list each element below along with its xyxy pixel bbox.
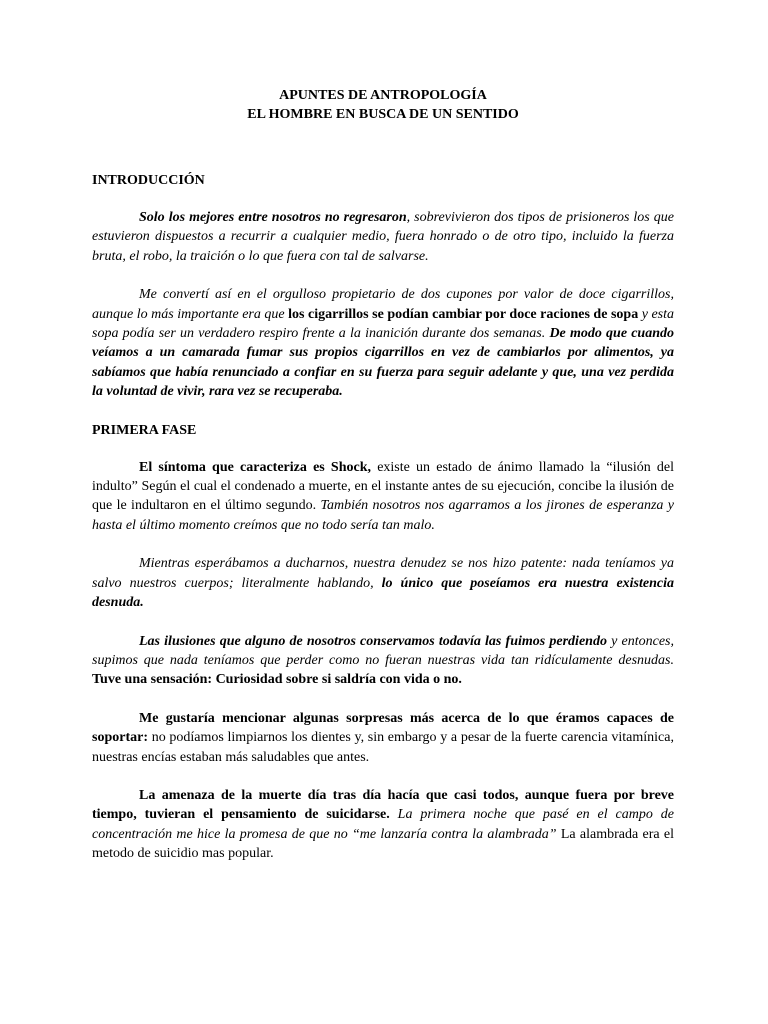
paragraph-3-text-b: También nosotros nos agarramos a los jirones de esperanza y hasta el último momento creímos que no todo sería tan malo. bbox=[92, 498, 674, 533]
document-title bbox=[92, 86, 674, 124]
paragraph-1-text: , sobrevivieron dos tipos de prisioneros los que estuvieron dispuestos a recurrir a cualquier medio, fuera honrado o de otro tipo, incluido la fuerza bruta, el robo, la traición o lo que fuera con tal de salvarse. bbox=[92, 210, 674, 264]
section-heading-primera-fase: PRIMERA FASE bbox=[92, 422, 197, 438]
paragraph-1-emphasis: Solo los mejores entre nosotros no regresaron bbox=[139, 210, 407, 225]
paragraph-4-emphasis: lo único que poseíamos era nuestra existencia desnuda. bbox=[92, 575, 674, 611]
paragraph-5-text: y entonces, supimos que nada teníamos que perder como no fueran nuestras vida tan ridículamente desnudas. bbox=[92, 633, 674, 668]
title-line-1: APUNTES DE ANTROPOLOGÍA bbox=[279, 88, 487, 103]
paragraph-2-text-a: Me convertí así en el orgulloso propietario de dos cupones por valor de doce cigarrillos, aunque lo más importante era que bbox=[92, 287, 674, 322]
paragraph-6 bbox=[92, 709, 674, 767]
paragraph-4-text: Mientras esperábamos a ducharnos, nuestra denudez se nos hizo patente: nada teníamos ya salvo nuestros cuerpos; literalmente hablando, bbox=[92, 556, 674, 591]
paragraph-7-emphasis: La amenaza de la muerte día tras día hacía que casi todos, aunque fuera por breve tiempo, tuvieran el pensamiento de suicidarse. bbox=[92, 787, 674, 823]
paragraph-3-text-a: existe un estado de ánimo llamado la “ilusión del indulto” Según el cual el condenado a muerte, en el instante antes de su ejecución, concibe la ilusión de que le indultaron en el último segundo. bbox=[92, 459, 675, 514]
paragraph-1 bbox=[92, 208, 674, 266]
paragraph-2-emphasis-a: los cigarrillos se podían cambiar por doce raciones de sopa bbox=[288, 306, 639, 322]
paragraph-2-emphasis-b: De modo que cuando veíamos a un camarada fumar sus propios cigarrillos en vez de cambiarlos por alimentos, ya sabíamos que había renunciado a confiar en su fuerza para seguir adelante y que, una vez perdida la voluntad de vivir, rara vez se recuperaba. bbox=[92, 326, 674, 400]
title-line-2: EL HOMBRE EN BUSCA DE UN SENTIDO bbox=[247, 107, 519, 122]
paragraph-5-emphasis-a: Las ilusiones que alguno de nosotros conservamos todavía las fuimos perdiendo bbox=[139, 633, 607, 649]
paragraph-3 bbox=[92, 458, 674, 536]
paragraph-3-emphasis: El síntoma que caracteriza es Shock, bbox=[139, 459, 371, 475]
document-page bbox=[92, 86, 674, 883]
paragraph-7 bbox=[92, 786, 674, 864]
paragraph-4 bbox=[92, 554, 674, 612]
paragraph-5 bbox=[92, 632, 674, 690]
paragraph-6-text: no podíamos limpiarnos los dientes y, sin embargo y a pesar de la fuerte carencia vitamínica, nuestras encías estaban más saludables que antes. bbox=[92, 730, 674, 765]
paragraph-2 bbox=[92, 285, 674, 401]
paragraph-5-emphasis-b: Tuve una sensación: Curiosidad sobre si saldría con vida o no. bbox=[92, 672, 462, 688]
paragraph-7-text-b: La alambrada era el metodo de suicidio mas popular. bbox=[92, 826, 674, 862]
paragraph-7-text-a: La primera noche que pasé en el campo de concentración me hice la promesa de que no “me lanzaría contra la alambrada” bbox=[92, 807, 674, 842]
paragraph-6-emphasis: Me gustaría mencionar algunas sorpresas más acerca de lo que éramos capaces de soportar: bbox=[92, 710, 674, 746]
paragraph-2-text-b: y esta sopa podía ser un verdadero respiro frente a la inanición durante dos semanas. bbox=[92, 306, 675, 342]
section-heading-introduccion: INTRODUCCIÓN bbox=[92, 173, 205, 188]
